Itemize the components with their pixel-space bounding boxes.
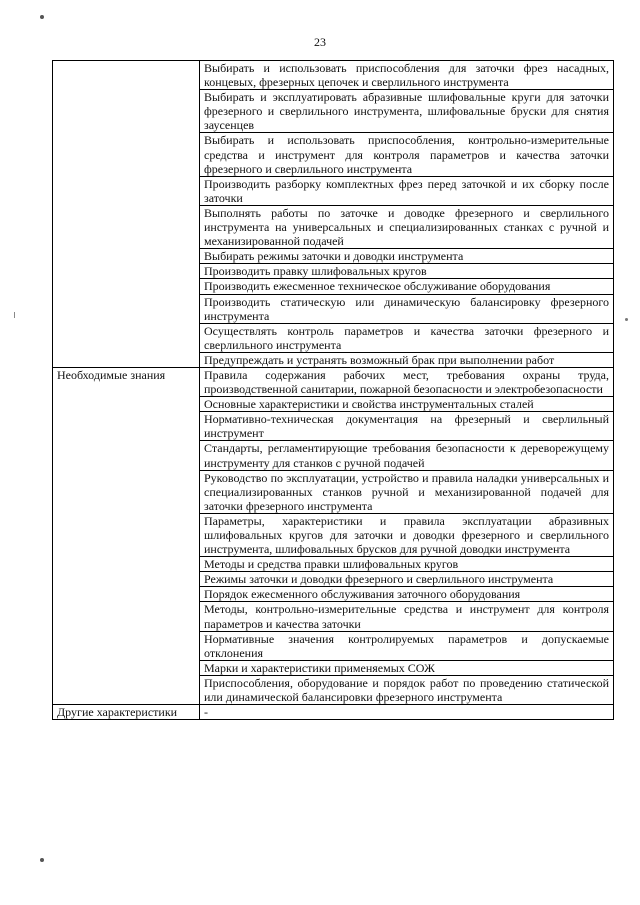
knowledge-item: Руководство по эксплуатации, устройство и правила наладки универсальных и специализированных станков ручной и механизированной подачей для заточки фрезерного инструмента <box>200 470 614 513</box>
knowledge-item: Марки и характеристики применяемых СОЖ <box>200 660 614 675</box>
page-number: 23 <box>314 35 326 49</box>
skill-item: Выполнять работы по заточке и доводке фрезерного и сверлильного инструмента на универсальных и специализированных станках с ручной и механизированной подачей <box>200 205 614 248</box>
skill-item: Производить правку шлифовальных кругов <box>200 264 614 279</box>
skill-item: Выбирать и эксплуатировать абразивные шлифовальные круги для заточки фрезерного и сверлильного инструмента, шлифовальные бруски для снятия заусенцев <box>200 90 614 133</box>
knowledge-item: Нормативно-техническая документация на фрезерный и сверлильный инструмент <box>200 412 614 441</box>
table-row <box>53 61 614 90</box>
knowledge-item: Методы и средства правки шлифовальных кругов <box>200 557 614 572</box>
knowledge-item: Приспособления, оборудование и порядок работ по проведению статической или динамической балансировки фрезерного инструмента <box>200 675 614 704</box>
other-label: Другие характеристики <box>53 705 200 720</box>
skill-item: Предупреждать и устранять возможный брак при выполнении работ <box>200 352 614 367</box>
skill-item: Производить статическую или динамическую балансировку фрезерного инструмента <box>200 294 614 323</box>
scan-speck <box>14 312 15 318</box>
skill-item: Производить ежесменное техническое обслуживание оборудования <box>200 279 614 294</box>
table-row <box>53 705 614 720</box>
skill-item: Производить разборку комплектных фрез перед заточкой и их сборку после заточки <box>200 176 614 205</box>
skill-item: Осуществлять контроль параметров и качества заточки фрезерного и сверлильного инструмента <box>200 323 614 352</box>
knowledge-item: Стандарты, регламентирующие требования безопасности к дереворежущему инструменту для станков с ручной подачей <box>200 441 614 470</box>
table-row <box>53 367 614 396</box>
knowledge-item: Основные характеристики и свойства инструментальных сталей <box>200 397 614 412</box>
knowledge-item: Правила содержания рабочих мест, требования охраны труда, производственной санитарии, пожарной безопасности и электробезопасности <box>200 367 614 396</box>
other-value: - <box>200 705 614 720</box>
skill-item: Выбирать и использовать приспособления, контрольно-измерительные средства и инструмент для контроля параметров и качества заточки фрезерного и сверлильного инструмента <box>200 133 614 176</box>
scan-speck <box>40 858 44 862</box>
skill-item: Выбирать и использовать приспособления для заточки фрез насадных, концевых, фрезерных цепочек и сверлильного инструмента <box>200 61 614 90</box>
knowledge-item: Режимы заточки и доводки фрезерного и сверлильного инструмента <box>200 572 614 587</box>
skill-item: Выбирать режимы заточки и доводки инструмента <box>200 249 614 264</box>
knowledge-item: Нормативные значения контролируемых параметров и допускаемые отклонения <box>200 631 614 660</box>
skills-label-cell <box>53 61 200 368</box>
knowledge-label: Необходимые знания <box>53 367 200 704</box>
knowledge-item: Параметры, характеристики и правила эксплуатации абразивных шлифовальных кругов для заточки и доводки фрезерного и сверлильного инструмента, шлифовальных брусков для ручной доводки инструмента <box>200 513 614 556</box>
scan-speck <box>625 318 628 321</box>
requirements-table <box>52 60 614 720</box>
scan-speck <box>40 15 44 19</box>
knowledge-item: Методы, контрольно-измерительные средства и инструмент для контроля параметров и качества заточки <box>200 602 614 631</box>
knowledge-item: Порядок ежесменного обслуживания заточного оборудования <box>200 587 614 602</box>
